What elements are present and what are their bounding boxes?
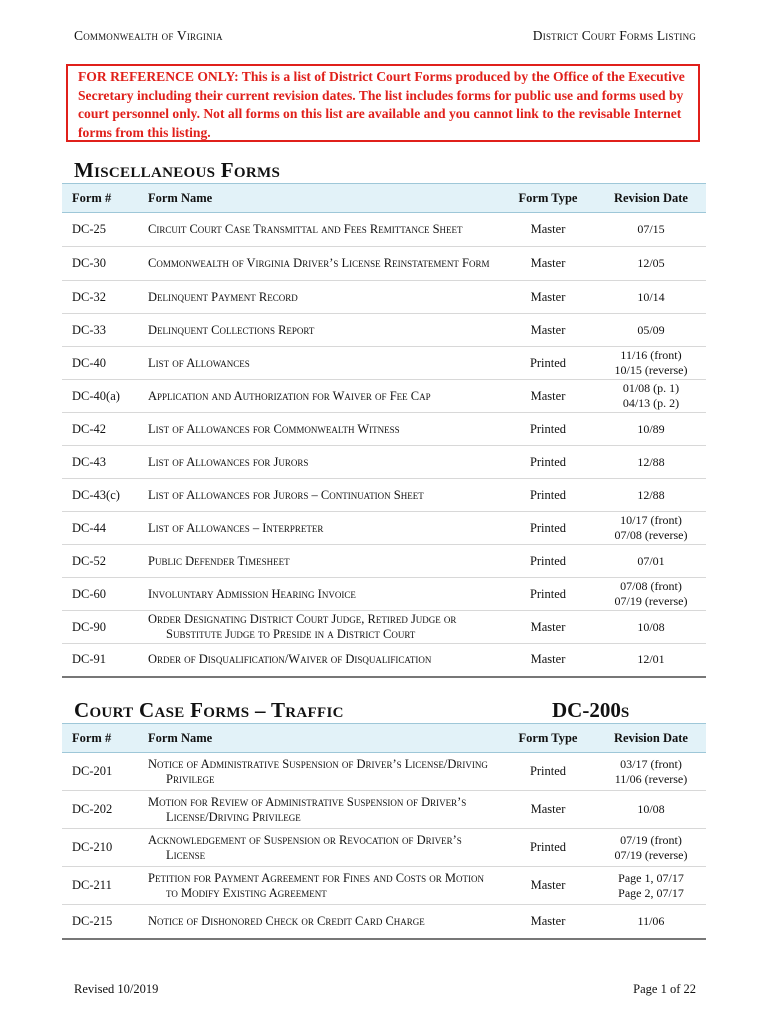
form-name: Circuit Court Case Transmittal and Fees Remittance Sheet	[148, 222, 463, 236]
form-number: DC-40	[62, 347, 148, 380]
revision-date	[596, 512, 706, 545]
reference-notice: FOR REFERENCE ONLY: This is a list of District Court Forms produced by the Office of the Executive Secretary including their current revision dates. The list includes forms for public use and forms used by court personnel only. Not all forms on this list are available and you cannot link to the revisable Internet forms from this listing.	[66, 64, 700, 142]
revision-date-line: 10/89	[637, 421, 665, 436]
form-number: DC-91	[62, 644, 148, 677]
section-title-traffic: Court Case Forms – Traffic	[74, 698, 344, 722]
revision-date	[596, 347, 706, 380]
revision-date-line: 10/15 (reverse)	[614, 363, 688, 377]
table-row	[62, 446, 706, 479]
section-title-misc: Miscellaneous Forms	[74, 158, 281, 182]
revision-date-line: 07/08 (reverse)	[614, 528, 688, 542]
footer-page-number: Page 1 of 22	[633, 982, 696, 996]
form-name: Order Designating District Court Judge, Retired Judge or Substitute Judge to Preside in a District Court	[148, 612, 457, 641]
revision-date	[596, 753, 706, 791]
table-header-row	[62, 724, 706, 753]
form-type: Master	[500, 611, 596, 644]
form-type: Master	[500, 281, 596, 314]
form-type: Master	[500, 247, 596, 281]
table-row	[62, 753, 706, 791]
revision-date	[596, 545, 706, 578]
form-number: DC-40(a)	[62, 380, 148, 413]
table-row	[62, 380, 706, 413]
revision-date-line: 07/08 (front)	[620, 579, 682, 593]
form-name: Acknowledgement of Suspension or Revocation of Driver’s License	[148, 832, 462, 862]
revision-date	[596, 867, 706, 905]
form-number: DC-210	[62, 829, 148, 867]
form-name: Commonwealth of Virginia Driver’s License Reinstatement Form	[148, 256, 490, 270]
form-number: DC-33	[62, 314, 148, 347]
revision-date	[596, 314, 706, 347]
revision-date-line: 07/15	[637, 222, 665, 236]
form-name: Notice of Administrative Suspension of Driver’s License/Driving Privilege	[148, 756, 488, 786]
revision-date-line: 12/05	[637, 256, 665, 270]
form-type: Master	[500, 644, 596, 677]
revision-date-line: 10/08	[637, 619, 665, 634]
form-type: Master	[500, 867, 596, 905]
revision-date	[596, 380, 706, 413]
form-number: DC-211	[62, 867, 148, 905]
table-row	[62, 213, 706, 247]
table-row	[62, 578, 706, 611]
form-number: DC-43	[62, 446, 148, 479]
revision-date-line: 12/01	[637, 652, 665, 667]
revision-date-line: 04/13 (p. 2)	[622, 396, 680, 410]
col-form-num: Form #	[62, 724, 148, 753]
table-row	[62, 281, 706, 314]
form-number: DC-60	[62, 578, 148, 611]
forms-table-misc	[62, 183, 706, 678]
form-number: DC-42	[62, 413, 148, 446]
form-type: Printed	[500, 829, 596, 867]
revision-date-line: Page 1, 07/17	[618, 870, 684, 885]
form-name: Involuntary Admission Hearing Invoice	[148, 586, 356, 601]
form-number: DC-32	[62, 281, 148, 314]
form-type: Master	[500, 791, 596, 829]
form-name: Delinquent Payment Record	[148, 289, 298, 304]
form-type: Master	[500, 380, 596, 413]
revision-date-line: 11/06 (reverse)	[614, 771, 688, 786]
table-row	[62, 791, 706, 829]
table-row	[62, 479, 706, 512]
table-row	[62, 829, 706, 867]
revision-date	[596, 413, 706, 446]
form-type: Printed	[500, 479, 596, 512]
form-type: Printed	[500, 347, 596, 380]
col-form-name: Form Name	[148, 724, 500, 753]
revision-date-line: 07/19 (reverse)	[614, 847, 688, 862]
table-row	[62, 545, 706, 578]
revision-date	[596, 281, 706, 314]
header-right: District Court Forms Listing	[532, 28, 696, 43]
col-form-type: Form Type	[500, 184, 596, 213]
revision-date-line: 05/09	[637, 322, 665, 337]
revision-date-line: 10/17 (front)	[620, 513, 682, 527]
form-name: Application and Authorization for Waiver of Fee Cap	[148, 388, 431, 403]
form-number: DC-43(c)	[62, 479, 148, 512]
revision-date-line: 03/17 (front)	[620, 756, 682, 771]
form-name: Public Defender Timesheet	[148, 553, 290, 568]
form-name: List of Allowances for Jurors – Continuation Sheet	[148, 487, 424, 502]
section-code-traffic: DC-200s	[552, 698, 630, 722]
form-number: DC-44	[62, 512, 148, 545]
header-left: Commonwealth of Virginia	[74, 28, 223, 43]
col-form-type: Form Type	[500, 724, 596, 753]
revision-date-line: 10/08	[637, 802, 665, 816]
revision-date-line: 12/88	[637, 487, 665, 502]
form-name: Order of Disqualification/Waiver of Disqualification	[148, 652, 432, 667]
revision-date	[596, 644, 706, 677]
table-row	[62, 347, 706, 380]
form-name: Motion for Review of Administrative Suspension of Driver’s License/Driving Privilege	[148, 794, 467, 824]
form-type: Printed	[500, 446, 596, 479]
form-type: Printed	[500, 413, 596, 446]
revision-date	[596, 791, 706, 829]
revision-date-line: 07/01	[637, 553, 665, 568]
form-type: Printed	[500, 753, 596, 791]
table-row	[62, 644, 706, 677]
form-name: List of Allowances	[148, 355, 250, 370]
revision-date	[596, 611, 706, 644]
table-row	[62, 314, 706, 347]
form-name: List of Allowances – Interpreter	[148, 520, 324, 535]
revision-date-line: 07/19 (reverse)	[614, 594, 688, 608]
form-number: DC-30	[62, 247, 148, 281]
forms-table-traffic	[62, 723, 706, 940]
revision-date-line: 12/88	[637, 454, 665, 469]
revision-date	[596, 213, 706, 247]
revision-date	[596, 905, 706, 939]
revision-date-line: 11/16 (front)	[620, 348, 682, 362]
table-row	[62, 867, 706, 905]
form-number: DC-25	[62, 213, 148, 247]
form-name: Notice of Dishonored Check or Credit Card Charge	[148, 913, 425, 928]
form-number: DC-215	[62, 905, 148, 939]
revision-date	[596, 578, 706, 611]
revision-date-line: 10/14	[637, 289, 665, 304]
form-name: Petition for Payment Agreement for Fines and Costs or Motion to Modify Existing Agreement	[148, 870, 484, 900]
form-type: Printed	[500, 545, 596, 578]
form-name: Delinquent Collections Report	[148, 322, 315, 337]
table-row	[62, 905, 706, 939]
form-name: List of Allowances for Jurors	[148, 454, 309, 469]
revision-date	[596, 479, 706, 512]
col-form-num: Form #	[62, 184, 148, 213]
form-type: Master	[500, 213, 596, 247]
table-header-row	[62, 184, 706, 213]
form-type: Printed	[500, 512, 596, 545]
revision-date	[596, 829, 706, 867]
revision-date	[596, 247, 706, 281]
table-row	[62, 611, 706, 644]
revision-date-line: 11/06	[637, 913, 665, 928]
form-number: DC-90	[62, 611, 148, 644]
form-type: Master	[500, 314, 596, 347]
table-row	[62, 247, 706, 281]
form-number: DC-201	[62, 753, 148, 791]
form-name: List of Allowances for Commonwealth Witness	[148, 421, 400, 436]
col-revision-date: Revision Date	[596, 724, 706, 753]
revision-date	[596, 446, 706, 479]
table-row	[62, 512, 706, 545]
footer-revised: Revised 10/2019	[74, 982, 159, 996]
col-form-name: Form Name	[148, 184, 500, 213]
form-number: DC-202	[62, 791, 148, 829]
revision-date-line: 01/08 (p. 1)	[622, 381, 680, 395]
revision-date-line: 07/19 (front)	[620, 832, 682, 847]
table-row	[62, 413, 706, 446]
form-type: Master	[500, 905, 596, 939]
form-number: DC-52	[62, 545, 148, 578]
revision-date-line: Page 2, 07/17	[618, 885, 684, 900]
col-revision-date: Revision Date	[596, 184, 706, 213]
form-type: Printed	[500, 578, 596, 611]
